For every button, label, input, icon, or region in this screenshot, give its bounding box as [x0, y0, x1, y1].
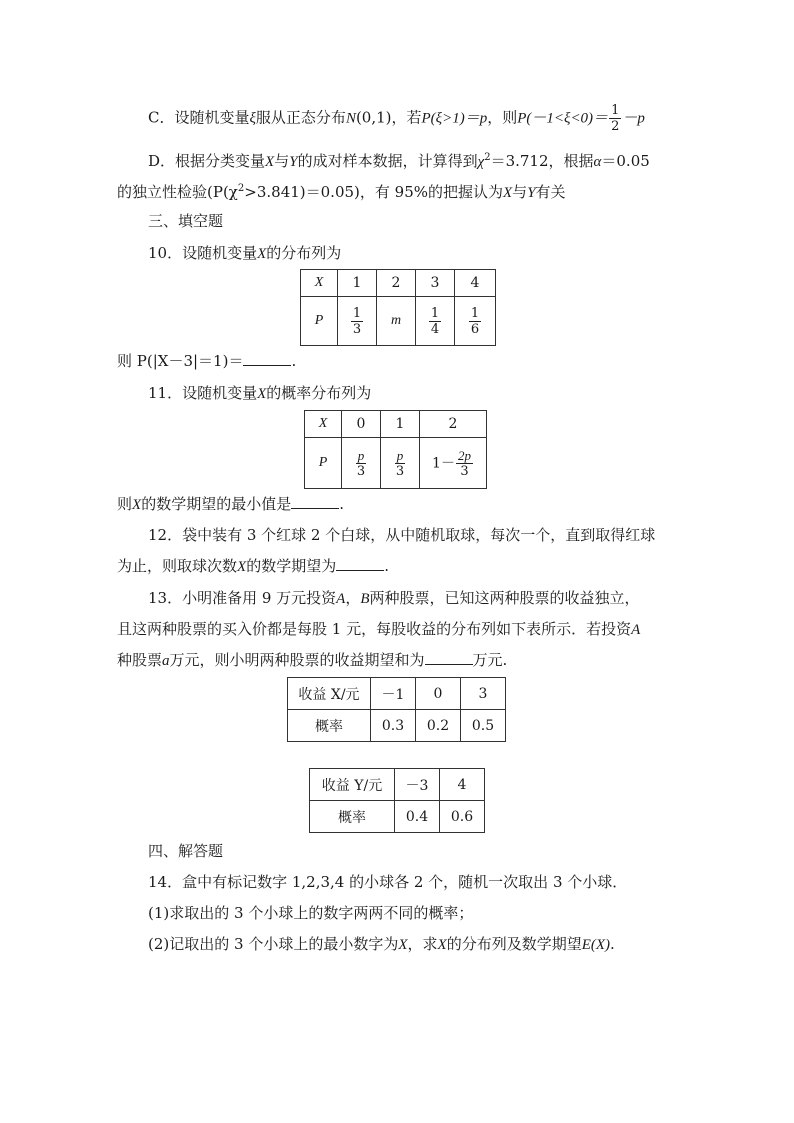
- answer-blank[interactable]: [243, 351, 291, 366]
- x-symbol: X: [503, 185, 513, 201]
- text: 13．小明准备用 9 万元投资: [148, 589, 337, 607]
- answer-blank[interactable]: [425, 650, 473, 665]
- q14-line3: [148, 933, 615, 956]
- dist-symbol: N: [345, 110, 356, 127]
- cell: P: [301, 297, 338, 346]
- fraction: [456, 449, 473, 478]
- tail: －p: [622, 110, 645, 127]
- a-symbol: A: [336, 591, 346, 607]
- text: 11．设随机变量: [148, 384, 258, 402]
- answer-blank[interactable]: [336, 556, 384, 571]
- y-symbol: Y: [527, 185, 536, 201]
- frac-num: p: [357, 447, 365, 463]
- text: 为止，则取球次数: [117, 557, 238, 575]
- q10-answer: [117, 350, 296, 372]
- cell: 1: [338, 270, 377, 297]
- cell: 概率: [288, 710, 371, 742]
- cell: 4: [455, 270, 496, 297]
- item-c-text: 服从正态分布: [255, 108, 346, 127]
- text: ，: [345, 589, 361, 607]
- cell: 0.3: [371, 710, 416, 742]
- cell: [381, 438, 420, 489]
- x-symbol: X: [398, 937, 408, 953]
- query: P(－1<ξ<0)＝: [517, 110, 609, 127]
- text: 的分布列为: [266, 244, 342, 262]
- a-symbol: A: [631, 622, 641, 638]
- text: >3.841)＝0.05)，有 95%的把握认为: [244, 183, 503, 201]
- cell: 2: [420, 411, 487, 438]
- frac-num: 1: [430, 305, 440, 321]
- frac-num: 2p: [457, 447, 471, 463]
- cell: 概率: [310, 801, 395, 833]
- cell: X: [301, 270, 338, 297]
- superscript: 2: [237, 183, 245, 194]
- item-c-text2: ，则: [487, 108, 518, 127]
- chi-symbol: χ: [477, 154, 485, 170]
- frac-den: 3: [460, 463, 469, 479]
- alpha-symbol: α: [593, 154, 602, 170]
- text: 的数学期望的最小值是: [141, 495, 292, 513]
- text: 的分布列及数学期望: [446, 935, 582, 953]
- cell: 2: [377, 270, 416, 297]
- frac-den: 2: [611, 119, 620, 134]
- cell: [455, 297, 496, 346]
- text: 两种股票，已知这两种股票的收益独立，: [369, 589, 640, 607]
- q13-table-x: [287, 677, 506, 742]
- text: 万元.: [472, 651, 508, 669]
- dist-params: (0,1)，若: [355, 108, 422, 127]
- text: 的独立性检验(P(χ: [117, 183, 238, 201]
- cell: P: [305, 438, 342, 489]
- item-d-line2: [117, 178, 566, 204]
- frac-den: 3: [352, 321, 362, 337]
- q13-line1: [148, 587, 640, 610]
- text: .: [384, 557, 389, 575]
- x-symbol: X: [237, 559, 247, 575]
- section-4-heading: 四、解答题: [148, 842, 224, 860]
- x-symbol: X: [257, 246, 267, 262]
- text: 则: [117, 495, 133, 513]
- cell: 0: [416, 678, 461, 710]
- q11-table: [304, 410, 487, 489]
- q13-line2: [117, 618, 640, 641]
- cell: [416, 297, 455, 346]
- text: 则 P(|X－3|＝1)＝: [117, 352, 244, 370]
- x-symbol: X: [257, 386, 267, 402]
- text: 10．设随机变量: [148, 244, 258, 262]
- text: D．根据分类变量: [148, 152, 266, 170]
- superscript: 2: [484, 152, 491, 163]
- text: 的数学期望为: [246, 557, 337, 575]
- answer-blank[interactable]: [291, 494, 339, 509]
- cell: [420, 438, 487, 489]
- fraction: [356, 449, 367, 478]
- cell: X: [305, 411, 342, 438]
- text: 有关: [535, 183, 566, 201]
- cell: 收益 X/元: [288, 678, 371, 710]
- cell: [338, 297, 377, 346]
- q12-line2: [117, 555, 389, 578]
- cell: －3: [395, 769, 440, 801]
- text: 种股票: [117, 651, 163, 669]
- text: ＝3.712，根据: [490, 152, 594, 170]
- frac-den: 3: [395, 463, 405, 479]
- cell: －1: [371, 678, 416, 710]
- item-d-line1: [148, 147, 650, 173]
- cell: 收益 Y/元: [310, 769, 395, 801]
- q12-line1: 12．袋中装有 3 个红球 2 个白球，从中随机取球，每次一个，直到取得红球: [148, 526, 656, 544]
- q10-stem: [148, 242, 341, 265]
- text: 且这两种股票的买入价都是每股 1 元，每股收益的分布列如下表所示．若投资: [117, 620, 632, 638]
- cell: 0.2: [416, 710, 461, 742]
- text: .: [291, 352, 297, 370]
- text: (2)记取出的 3 个小球上的最小数字为: [148, 935, 399, 953]
- cell: m: [377, 297, 416, 346]
- item-c-label: C．设随机变量: [148, 108, 250, 127]
- a-var: a: [162, 653, 170, 669]
- text: 的概率分布列为: [266, 384, 372, 402]
- q10-table: [300, 269, 496, 346]
- text: .: [339, 495, 344, 513]
- text: 万元，则小明两种股票的收益期望和为: [169, 651, 425, 669]
- text: 1－: [432, 455, 455, 471]
- frac-den: 4: [430, 321, 440, 337]
- cell: 0.4: [395, 801, 440, 833]
- cell: 0.6: [440, 801, 485, 833]
- item-c: [148, 104, 645, 133]
- q14-line2: (1)求取出的 3 个小球上的数字两两不同的概率；: [148, 904, 474, 922]
- frac-den: 6: [470, 321, 480, 337]
- text: 的成对样本数据，计算得到: [297, 152, 478, 170]
- cell: 0: [342, 411, 381, 438]
- fraction: [429, 307, 441, 336]
- text: ＝0.05: [601, 152, 650, 170]
- fraction: [395, 449, 406, 478]
- expectation: E(X): [581, 937, 611, 953]
- x-symbol: X: [437, 937, 447, 953]
- fraction: [609, 104, 621, 133]
- cell: 3: [416, 270, 455, 297]
- q11-stem: [148, 382, 371, 405]
- condition: P(ξ>1)＝p: [421, 110, 488, 127]
- b-symbol: B: [360, 591, 370, 607]
- q11-answer: [117, 493, 344, 516]
- text: 与: [274, 152, 290, 170]
- fraction: [469, 307, 481, 336]
- text: ，求: [407, 935, 438, 953]
- section-3-heading: 三、填空题: [148, 212, 224, 230]
- cell: 1: [381, 411, 420, 438]
- q13-table-y: [309, 768, 485, 833]
- xi-symbol: ξ: [249, 110, 256, 127]
- fraction: [351, 307, 363, 336]
- frac-num: 1: [470, 305, 480, 321]
- frac-den: 3: [356, 463, 366, 479]
- q14-line1: 14．盒中有标记数字 1,2,3,4 的小球各 2 个，随机一次取出 3 个小球．: [148, 873, 628, 891]
- frac-num: p: [396, 447, 404, 463]
- frac-num: 1: [352, 305, 362, 321]
- y-symbol: Y: [289, 154, 298, 170]
- text: 与: [512, 183, 528, 201]
- text: .: [610, 935, 615, 953]
- cell: 0.5: [461, 710, 506, 742]
- q13-line3: [117, 649, 507, 672]
- x-symbol: X: [132, 497, 142, 513]
- x-symbol: X: [265, 154, 275, 170]
- cell: 4: [440, 769, 485, 801]
- frac-num: 1: [611, 103, 620, 118]
- cell: 3: [461, 678, 506, 710]
- cell: [342, 438, 381, 489]
